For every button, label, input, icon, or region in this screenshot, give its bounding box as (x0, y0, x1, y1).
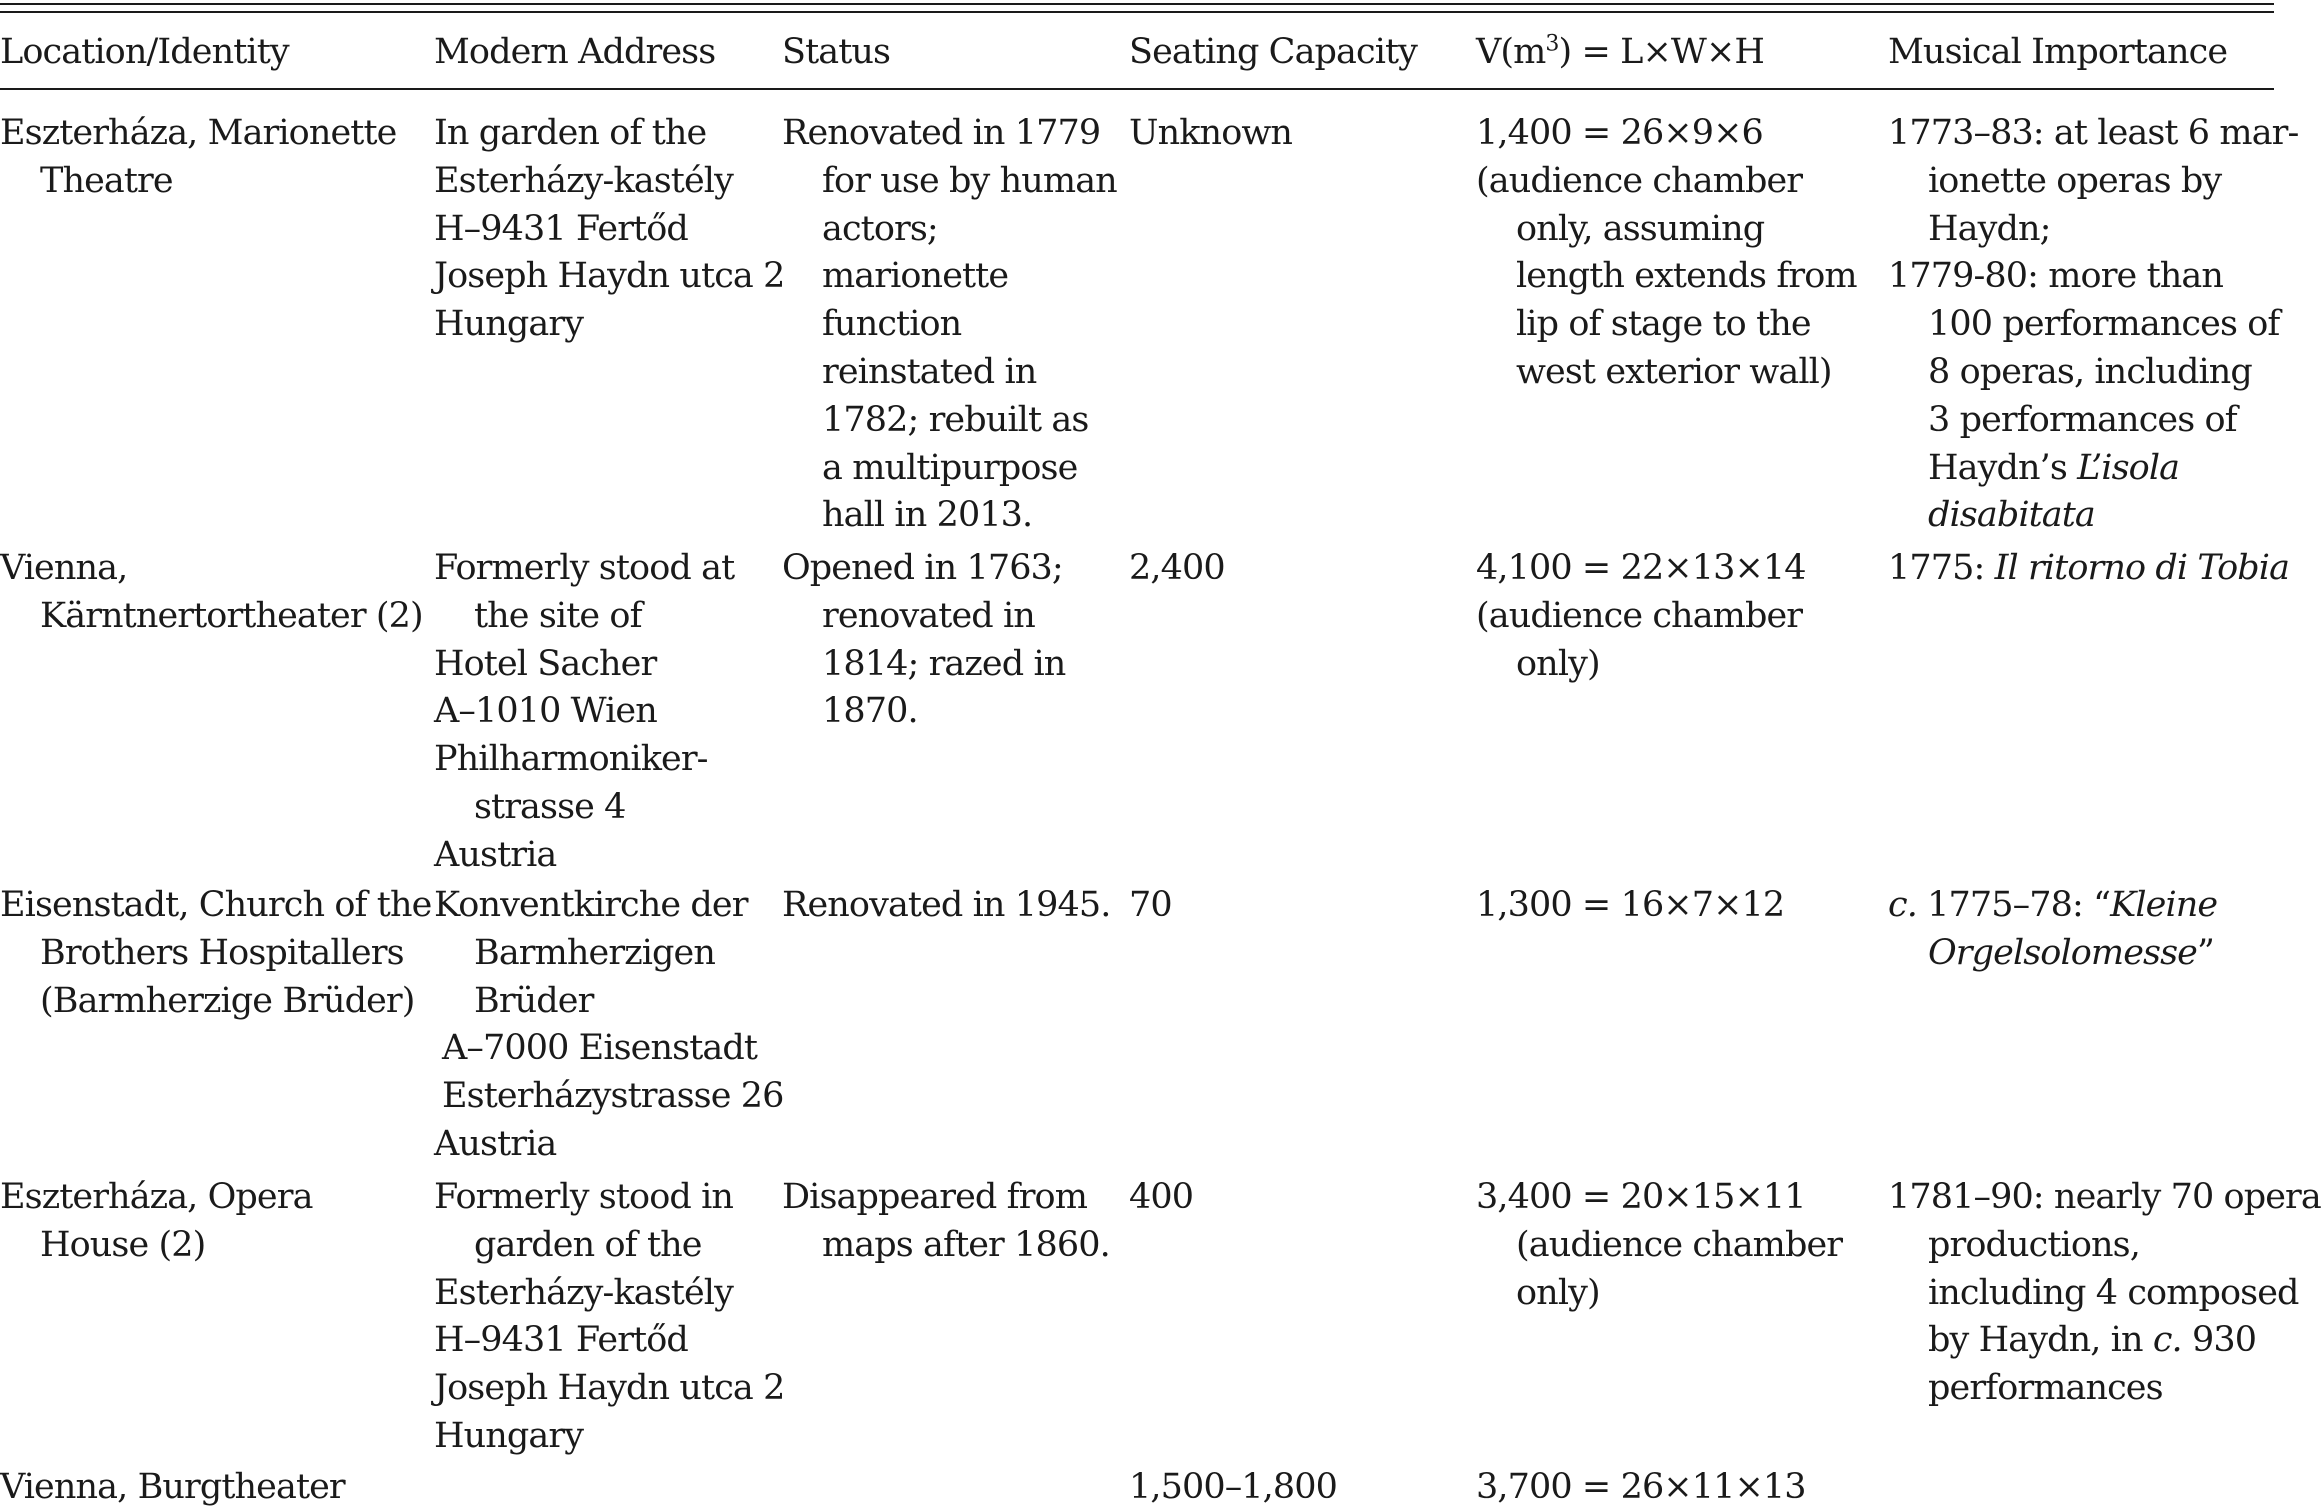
header-seating: Seating Capacity (1129, 32, 1418, 72)
cell-location: Eisenstadt, Church of the Brothers Hospitallers (Barmherzige Brüder) (0, 885, 432, 1021)
header-volume (1476, 28, 1764, 76)
cell-address: In garden of the Esterházy-kastély H–9431 Fertőd Joseph Haydn utca 2 Hungary (434, 113, 785, 345)
cell-status: Disappeared from maps after 1860. (782, 1177, 1110, 1265)
cell-address: Formerly stood in garden of the Esterházy-kastély H–9431 Fertőd Joseph Haydn utca 2 Hungary (434, 1177, 785, 1456)
top-double-rule-upper (0, 3, 2274, 5)
cell-importance: 1775: Il ritorno di Tobia (1888, 548, 2290, 588)
top-double-rule-lower (0, 11, 2274, 13)
cell-seating: 70 (1129, 885, 1172, 925)
header-importance: Musical Importance (1888, 32, 2228, 72)
cell-location: Vienna, Burgtheater (0, 1467, 345, 1507)
cell-status: Renovated in 1945. (782, 885, 1111, 925)
header-volume-superscript: 3 (1545, 31, 1559, 57)
cell-status: Renovated in 1779 for use by human actors; marionette function reinstated in 1782; rebuilt as a multipurpose hall in 2013. (782, 113, 1117, 536)
cell-address: Formerly stood at the site of Hotel Sacher A–1010 Wien Philharmoniker- strasse 4 Austria (434, 548, 735, 875)
cell-seating: 400 (1129, 1177, 1194, 1217)
cell-location: Eszterháza, Opera House (2) (0, 1177, 313, 1265)
cell-volume: 1,300 = 16×7×12 (1476, 885, 1785, 925)
cell-address: Konventkirche der Barmherzigen Brüder A–7000 Eisenstadt Esterházystrasse 26 Austria (434, 885, 784, 1164)
cell-importance: c. 1775–78: “Kleine Orgelsolomesse” (1888, 885, 2218, 973)
header-location: Location/Identity (0, 32, 289, 72)
cell-seating: 2,400 (1129, 548, 1225, 588)
cell-location: Eszterháza, Marionette Theatre (0, 113, 397, 201)
cell-seating: Unknown (1129, 113, 1293, 153)
header-rule (0, 88, 2274, 90)
cell-volume: 3,400 = 20×15×11 (audience chamber only) (1476, 1177, 1843, 1313)
cell-importance: 1773–83: at least 6 mar- ionette operas by Haydn; 1779-80: more than 100 performances of 8 operas, including 3 performances of Haydn’s L’isola disabitata (1888, 113, 2299, 536)
cell-volume: 1,400 = 26×9×6 (audience chamber only, assuming length extends from lip of stage to the west exterior wall) (1476, 113, 1857, 392)
cell-importance: 1781–90: nearly 70 opera productions, including 4 composed by Haydn, in c. 930 performances (1888, 1177, 2321, 1409)
table-header-row (0, 28, 2274, 78)
cell-volume: 3,700 = 26×11×13 (1476, 1467, 1806, 1507)
cell-volume: 4,100 = 22×13×14 (audience chamber only) (1476, 548, 1806, 684)
cell-seating: 1,500–1,800 (1129, 1467, 1337, 1507)
header-address: Modern Address (434, 32, 716, 72)
header-volume-prefix: V(m (1476, 32, 1546, 72)
header-status: Status (782, 32, 891, 72)
cell-location: Vienna, Kärntnertortheater (2) (0, 548, 423, 636)
cell-status: Opened in 1763; renovated in 1814; razed in 1870. (782, 548, 1066, 732)
header-volume-suffix: ) = L×W×H (1558, 32, 1765, 72)
